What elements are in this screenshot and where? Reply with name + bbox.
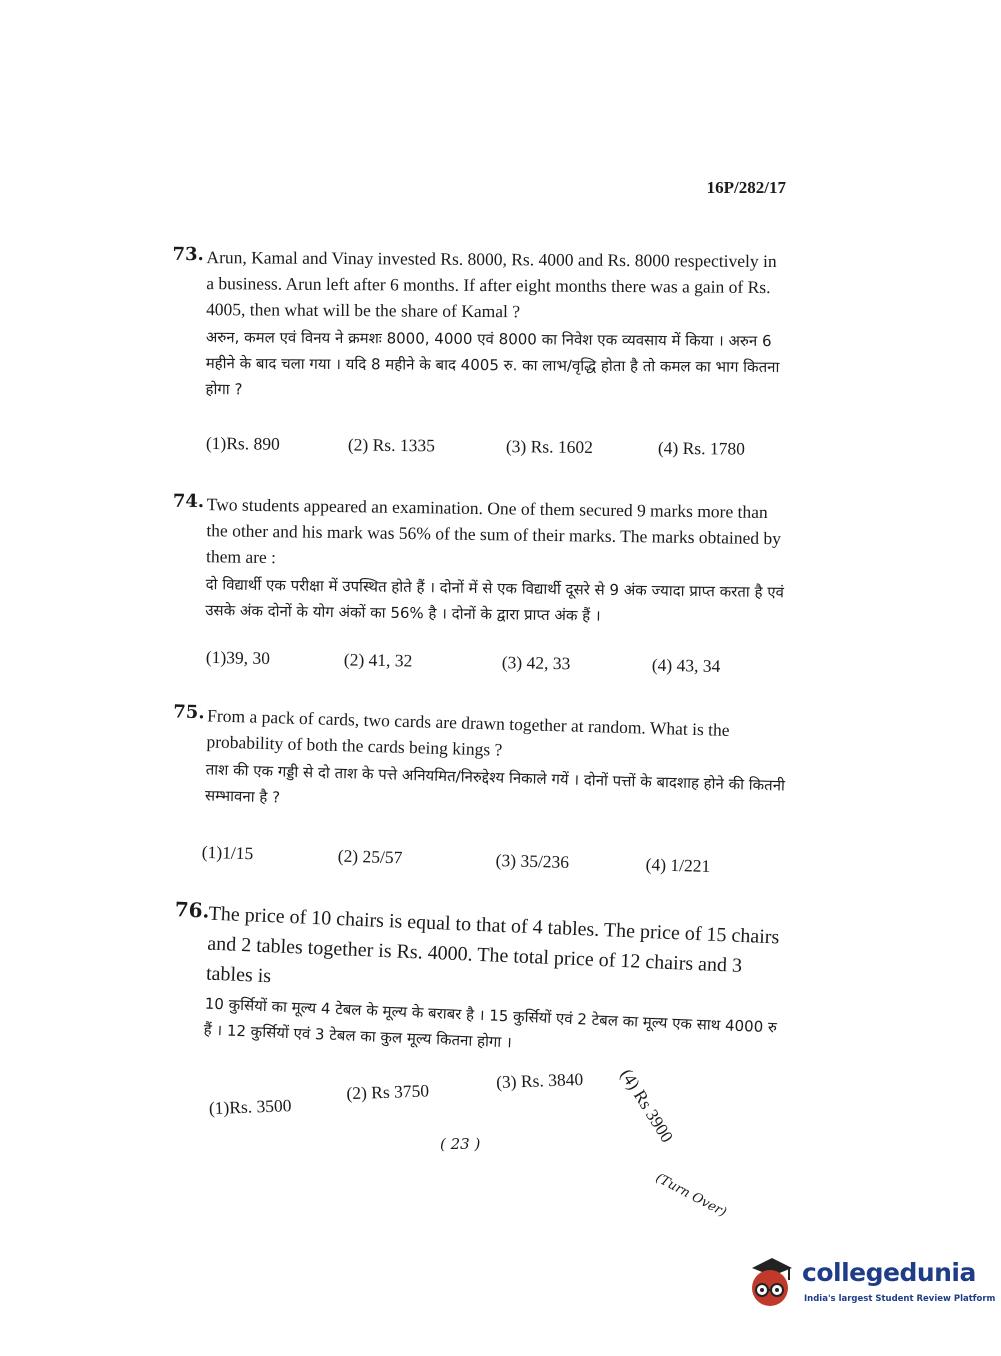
question-76 — [169, 897, 789, 1067]
question-number: 74. — [172, 490, 205, 513]
option-3: (3) Rs. 1602 — [505, 436, 594, 458]
question-74 — [171, 491, 788, 632]
options-73 — [205, 432, 786, 459]
option-3: (3) 35/236 — [495, 850, 570, 873]
option-1: (1)39, 30 — [205, 646, 271, 669]
option-4: (4) 1/221 — [645, 854, 711, 876]
question-text-hindi: ताश की एक गड्डी से दो ताश के पत्ते अनियमित/निरुद्देश्य निकाले गयें । दोनों पत्तों के बादशाह होने की कितनी सम्भावना है ? — [204, 760, 786, 807]
options-74 — [205, 646, 786, 676]
option-2: (2) Rs 3750 — [346, 1080, 430, 1104]
logo-tagline: India's largest Student Review Platform — [804, 1294, 996, 1304]
question-text-hindi: दो विद्यार्थी एक परीक्षा में उपस्थित होते हैं । दोनों में से एक विद्यार्थी दूसरे से 9 अंक ज्यादा प्राप्त करता है एवं उसके अंक दोनों के योग अंकों का 56% है । दोनों के द्वारा प्राप्त अंक हैं । — [205, 575, 785, 625]
option-1: (1)Rs. 890 — [205, 432, 280, 454]
question-text-hindi: अरुन, कमल एवं विनय ने क्रमशः 8000, 4000 एवं 8000 का निवेश एक व्यवसाय में किया । अरुन 6 महीने के बाद चला गया । यदि 8 महीने के बाद 4005 रु. का लाभ/वृद्धि होता है तो कमल का भाग कितना होगा ? — [205, 328, 780, 399]
question-text-hindi: 10 कुर्सियों का मूल्य 4 टेबल के मूल्य के बराबर है । 15 कुर्सियों एवं 2 टेबल का मूल्य एक साथ 4000 रु हैं । 12 कुर्सियों एवं 3 टेबल का कुल मूल्य कितना होगा । — [203, 994, 778, 1052]
option-2: (2) 41, 32 — [343, 649, 413, 671]
question-number: 73. — [172, 243, 204, 266]
page-number: ( 23 ) — [440, 1135, 481, 1153]
option-3: (3) 42, 33 — [501, 652, 571, 674]
options-75 — [201, 841, 786, 876]
option-1: (1)Rs. 3500 — [208, 1095, 292, 1119]
question-number: 75. — [173, 701, 205, 724]
option-3: (3) Rs. 3840 — [495, 1068, 584, 1092]
question-text-english: Two students appeared an examination. One of them secured 9 marks more than the other and his mark was 56% of the sum of their marks. The marks obtained by them are : — [205, 494, 782, 568]
paper-code: 16P/282/17 — [706, 178, 786, 197]
option-2: (2) 25/57 — [337, 845, 403, 868]
question-number: 76. — [174, 897, 211, 923]
option-4: (4) 43, 34 — [651, 654, 721, 676]
question-73 — [171, 244, 787, 406]
option-2: (2) Rs. 1335 — [347, 434, 436, 456]
option-1: (1)1/15 — [201, 841, 254, 864]
question-text-english: The price of 10 chairs is equal to that of 4 tables. The price of 15 chairs and 2 tables together is Rs. 4000. The total price of 12 chairs and 3 tables is — [205, 902, 780, 988]
option-4: (4) Rs 3900 — [616, 1065, 678, 1146]
question-text-english: From a pack of cards, two cards are drawn together at random. What is the probability of both the cards being kings ? — [206, 705, 730, 760]
option-4: (4) Rs. 1780 — [657, 437, 746, 459]
turn-over-note: (Turn Over) — [653, 1170, 729, 1221]
question-text-english: Arun, Kamal and Vinay invested Rs. 8000, Rs. 4000 and Rs. 8000 respectively in a business. Arun left after 6 months. If after eight months there was a gain of Rs. 4005, then what will be the share of Kamal ? — [206, 247, 777, 322]
mascot-icon — [742, 1254, 798, 1310]
collegedunia-logo — [742, 1250, 996, 1320]
logo-name: collegedunia — [802, 1258, 976, 1287]
question-75 — [171, 701, 789, 824]
